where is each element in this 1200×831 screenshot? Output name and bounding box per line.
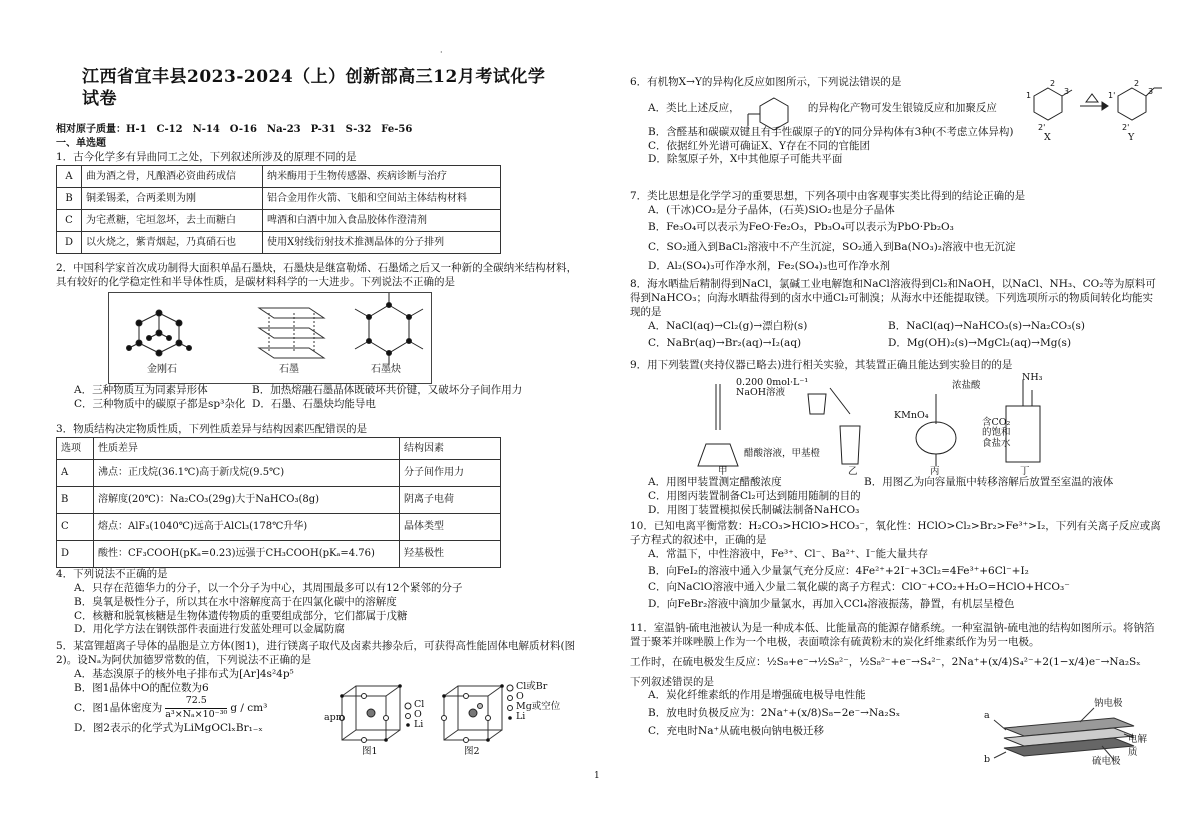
option-d: D．石墨、石墨炔均能导电 xyxy=(252,397,376,410)
table-cell: B xyxy=(57,187,82,209)
option-a: A．常温下，中性溶液中，Fe³⁺、Cl⁻、Ba²⁺、I⁻能大量共存 xyxy=(648,547,929,560)
legend-item: O xyxy=(516,690,524,702)
label-bing: 丙 xyxy=(930,466,940,477)
section-heading: 一、单选题 xyxy=(56,138,106,149)
q5-crystal-figures xyxy=(320,682,580,760)
table-cell: 啤酒和白酒中加入食品胶体作澄清剂 xyxy=(263,209,501,231)
terminal-b: b xyxy=(984,754,991,765)
table-cell: 以火烧之，紫青烟起，乃真硝石也 xyxy=(82,231,263,253)
reaction-equation: 工作时，在硫电极发生反应：½S₈+e⁻→½S₈²⁻，½S₈²⁻+e⁻→S₄²⁻，2Na⁺+(x/4)S₄²⁻+2(1−x/4)e⁻→Na₂Sₓ xyxy=(630,655,1141,668)
question-7 xyxy=(630,190,1162,274)
q9-options-row1 xyxy=(630,476,1162,490)
table-cell: A xyxy=(57,165,82,187)
option-a: A．炭化纤维素纸的作用是增强硫电极导电性能 xyxy=(648,689,866,702)
legend-fig2 xyxy=(516,682,560,722)
question-stem: 10．已知电离平衡常数：H₂CO₃>HClO>HCO₃⁻，氧化性：HClO>Cl₂>Br₂>Fe³⁺>I₂，下列有关离子反应或离子方程式的叙述中，正确的是 xyxy=(630,520,1161,546)
table-cell: 熔点：AlF₃(1040℃)远高于AlCl₃(178℃升华) xyxy=(94,513,400,540)
svg-text:2': 2' xyxy=(1038,123,1046,132)
option-c: C．充电时Na⁺从硫电极向钠电极迁移 xyxy=(648,725,825,738)
label-x: X xyxy=(1044,132,1051,143)
option-a: A．三种物质互为同素异形体 xyxy=(74,383,208,396)
question-2 xyxy=(56,262,578,411)
apm-label: apm xyxy=(324,712,345,723)
question-1 xyxy=(56,151,501,254)
table-cell: 铝合金用作火箭、飞船和空间站主体结构材料 xyxy=(263,187,501,209)
table-row xyxy=(57,486,501,513)
table-row xyxy=(57,231,501,253)
question-stem: 6．有机物X→Y的异构化反应如图所示，下列说法错误的是 xyxy=(630,76,902,88)
table-row xyxy=(57,209,501,231)
table-cell: 阴离子电荷 xyxy=(400,486,501,513)
question-4 xyxy=(56,568,578,637)
table-cell: 分子间作用力 xyxy=(400,459,501,486)
kmno4-label: KMnO₄ xyxy=(894,410,929,421)
svg-text:2: 2 xyxy=(1050,80,1056,88)
table-cell: 结构因素 xyxy=(400,437,501,459)
svg-text:1: 1 xyxy=(1026,91,1032,100)
q3-table xyxy=(56,437,501,568)
carbon-allotropes-figure xyxy=(108,292,432,384)
sodium-electrode-label: 钠电极 xyxy=(1094,698,1123,709)
svg-text:3: 3 xyxy=(1064,87,1070,96)
option-b: B．加热熔融石墨晶体既破坏共价键，又破坏分子间作用力 xyxy=(252,383,523,396)
isomerization-diagram xyxy=(1020,80,1165,136)
option-b: B．用图乙为向容量瓶中转移溶解后放置至室温的液体 xyxy=(864,476,1114,488)
table-cell: 溶解度(20℃)：Na₂CO₃(29g)大于NaHCO₃(8g) xyxy=(94,486,400,513)
figure-label: 石墨 xyxy=(279,363,299,375)
question-9 xyxy=(630,359,1162,373)
option-b: B．Fe₃O₄可以表示为FeO·Fe₂O₃，Pb₃O₄可以表示为PbO·Pb₂O₃ xyxy=(648,220,954,233)
label-yi: 乙 xyxy=(848,466,858,477)
electrolyte-label: 电解质 xyxy=(1128,734,1148,758)
question-9-options xyxy=(630,476,1162,518)
table-cell: D xyxy=(57,540,94,567)
question-stem: 2．中国科学家首次成功制得大面积单晶石墨炔，石墨炔是继富勒烯、石墨烯之后又一种新的全碳纳米结构材料，具有较好的化学稳定性和半导体性质，是碳材料科学的一大进步。下列说法不正确的是 xyxy=(56,262,578,288)
top-dot: · xyxy=(440,48,443,57)
table-cell: A xyxy=(57,459,94,486)
fig2-label: 图2 xyxy=(464,746,480,757)
option-a: A．用图甲装置测定醋酸浓度 xyxy=(648,476,782,488)
svg-text:2': 2' xyxy=(1122,123,1130,132)
option-a: A．类比上述反应， 的异构化产物可发生银镜反应和加聚反应 xyxy=(648,101,997,114)
question-10 xyxy=(630,520,1162,612)
question-stem: 4．下列说法不正确的是 xyxy=(56,568,168,580)
label-ding: 丁 xyxy=(1020,466,1030,477)
option-b: B．NaCl(aq)→NaHCO₃(s)→Na₂CO₃(s) xyxy=(888,319,1085,332)
q6-reaction-figure xyxy=(1020,80,1165,146)
option-b: B．向FeI₂的溶液中通入少量氯气充分反应：4Fe²⁺+2I⁻+3Cl₂=4Fe³⁺+6Cl⁻+I₂ xyxy=(648,564,1029,577)
naoh-solution: NaOH溶液 xyxy=(736,387,786,399)
option-a: A．(干冰)CO₂是分子晶体，(石英)SiO₂也是分子晶体 xyxy=(648,203,895,216)
table-cell: 选项 xyxy=(57,437,94,459)
figure-label: 金刚石 xyxy=(147,363,177,375)
legend-item: O xyxy=(414,708,422,720)
option-d: D．向FeBr₂溶液中滴加少量氯水，再加入CCl₄溶液振荡，静置，有机层呈橙色 xyxy=(648,598,1015,611)
table-row xyxy=(57,513,501,540)
table-cell: B xyxy=(57,486,94,513)
label-jia: 甲 xyxy=(718,466,728,477)
q9-apparatus-figure xyxy=(680,374,1100,478)
table-row xyxy=(57,459,501,486)
option-c: C．向NaClO溶液中通入少量二氧化碳的离子方程式：ClO⁻+CO₂+H₂O=HClO+HCO₃⁻ xyxy=(648,581,1070,594)
option-c-label: C．图1晶体密度为 xyxy=(74,701,163,714)
question-stem: 3．物质结构决定物质性质，下列性质差异与结构因素匹配错误的是 xyxy=(56,423,368,435)
question-8 xyxy=(630,278,1162,351)
question-stem: 7．类比思想是化学学习的重要思想，下列各项中由客观事实类比得到的结论正确的是 xyxy=(630,190,1026,202)
option-b: B．图1晶体中O的配位数为6 xyxy=(74,681,209,694)
table-row xyxy=(57,165,501,187)
density-unit: g / cm³ xyxy=(230,701,268,714)
table-cell: C xyxy=(57,513,94,540)
question-prompt: 下列叙述错误的是 xyxy=(630,675,714,688)
density-fraction xyxy=(165,695,227,721)
table-cell: D xyxy=(57,231,82,253)
sulfur-electrode-label: 硫电极 xyxy=(1092,756,1121,767)
option-b: B．含醛基和碳碳双键且有手性碳原子的Y的同分异构体有3种(不考虑立体异构) xyxy=(648,125,1014,138)
legend-item: Li xyxy=(516,710,526,722)
table-cell: 使用X射线衍射技术推测晶体的分子排列 xyxy=(263,231,501,253)
legend-item: Cl xyxy=(414,699,425,710)
option-c: C．三种物质中的碳原子都是sp³杂化 xyxy=(74,397,246,410)
nh3-label: NH₃ xyxy=(1022,372,1043,383)
option-d: D．用化学方法在钢铁部件表面进行发蓝处理可以金属防腐 xyxy=(74,623,345,636)
label-y: Y xyxy=(1128,132,1135,143)
svg-text:1': 1' xyxy=(1108,91,1116,100)
option-d: D．图2表示的化学式为LiMgOClₓBr₁₋ₓ xyxy=(74,721,263,734)
table-row xyxy=(57,187,501,209)
co2-line1: 含CO₂ xyxy=(982,417,1011,428)
table-cell: 曲为酒之骨，凡酿酒必资曲药成信 xyxy=(82,165,263,187)
option-c: C．NaBr(aq)→Br₂(aq)→I₂(aq) xyxy=(648,337,802,350)
option-a: A．基态溴原子的核外电子排布式为[Ar]4s²4p⁵ xyxy=(74,667,294,680)
question-stem: 1．古今化学多有异曲同工之处，下列叙述所涉及的原理不同的是 xyxy=(56,151,357,163)
option-a: A．只存在范德华力的分子，以一个分子为中心，其周围最多可以有12个紧邻的分子 xyxy=(74,581,463,594)
q8-options-row2 xyxy=(630,337,1162,351)
option-b: B．臭氧是极性分子，所以其在水中溶解度高于在四氯化碳中的溶解度 xyxy=(74,595,397,608)
option-d: D．用图丁装置模拟侯氏制碱法制备NaHCO₃ xyxy=(648,503,860,516)
option-c: C．依据红外光谱可确证X、Y存在不同的官能团 xyxy=(648,139,870,152)
table-header xyxy=(57,437,501,459)
co2-line2: 的饱和 xyxy=(982,427,1011,439)
q1-table xyxy=(56,165,501,254)
battery-figure xyxy=(984,698,1156,768)
terminal-a: a xyxy=(984,710,990,721)
option-a: A．NaCl(aq)→Cl₂(g)→漂白粉(s) xyxy=(648,319,808,332)
table-cell: 羟基极性 xyxy=(400,540,501,567)
table-row xyxy=(57,540,501,567)
question-stem: 9．用下列装置(夹持仪器已略去)进行相关实验，其装置正确且能达到实验目的的是 xyxy=(630,359,1013,371)
q8-options-row1 xyxy=(630,320,1162,334)
table-cell: 性质差异 xyxy=(94,437,400,459)
legend-item: Li xyxy=(414,718,424,730)
indicator-label: 醋酸溶液，甲基橙 xyxy=(744,448,821,459)
question-stem: 5．某富锂超离子导体的晶胞是立方体(图1)，进行镁离子取代及卤素共掺杂后，可获得高性能固体电解质材料(图2)。设Nₐ为阿伏加德罗常数的值，下列说法不正确的是 xyxy=(56,640,576,666)
naoh-concentration: 0.200 0mol·L⁻¹ xyxy=(736,377,809,388)
svg-text:2: 2 xyxy=(1134,80,1140,88)
co2-line3: 食盐水 xyxy=(982,437,1011,449)
q2-options-row2 xyxy=(56,398,578,412)
figure-label: 石墨炔 xyxy=(371,363,401,375)
table-cell: 沸点：正戊烷(36.1℃)高于新戊烷(9.5℃) xyxy=(94,459,400,486)
table-cell: 铜柔锡柔，合两柔则为刚 xyxy=(82,187,263,209)
co2-solution-label xyxy=(982,418,1011,449)
question-stem: 11．室温钠-硫电池被认为是一种成本低、比能量高的能源存储系统。一种室温钠-硫电池的结构如图所示。将钠箔置于聚苯并咪唑膜上作为一个电极，表面喷涂有硫黄粉末的炭化纤维素纸作为另一电极。 xyxy=(630,622,1155,648)
atomic-masses: 相对原子质量：H-1 C-12 N-14 O-16 Na-23 P-31 S-32 Fe-56 xyxy=(56,124,413,135)
table-cell: C xyxy=(57,209,82,231)
option-c: C．核糖和脱氧核糖是生物体遗传物质的重要组成部分，它们都属于戊糖 xyxy=(74,609,408,622)
option-d: D．Mg(OH)₂(s)→MgCl₂(aq)→Mg(s) xyxy=(888,337,1072,350)
hcl-label: 浓盐酸 xyxy=(952,380,981,391)
option-b: B．放电时负极反应为：2Na⁺+(x/8)S₈−2e⁻→Na₂Sₓ xyxy=(648,707,901,720)
q2-options-row1 xyxy=(56,384,578,398)
table-cell: 为宅煮糖，宅垣忽坏，去土而糖白 xyxy=(82,209,263,231)
q6-inline-molecule xyxy=(744,92,804,132)
question-3 xyxy=(56,423,501,568)
table-cell: 晶体类型 xyxy=(400,513,501,540)
page-number: 1 xyxy=(594,771,600,781)
table-cell: 酸性：CF₃COOH(pKₐ=0.23)远强于CH₃COOH(pKₐ=4.76) xyxy=(94,540,400,567)
svg-text:3: 3 xyxy=(1148,87,1154,96)
fig1-label: 图1 xyxy=(362,746,378,757)
legend-fig1 xyxy=(414,700,424,730)
option-c: C．SO₂通入到BaCl₂溶液中不产生沉淀，SO₂通入到Ba(NO₃)₂溶液中也无沉淀 xyxy=(648,240,1016,253)
option-d: D．Al₂(SO₄)₃可作净水剂，Fe₂(SO₄)₃也可作净水剂 xyxy=(648,260,891,273)
fraction-denominator: a³×Nₐ×10⁻³⁰ xyxy=(165,708,228,720)
legend-item: Mg或空位 xyxy=(516,700,561,712)
option-d: D．除氢原子外，X中其他原子可能共平面 xyxy=(648,153,843,166)
fraction-numerator: 72.5 xyxy=(185,695,207,707)
table-cell: 纳米酶用于生物传感器、疾病诊断与治疗 xyxy=(263,165,501,187)
option-c: C．用图丙装置制备Cl₂可达到随用随制的目的 xyxy=(648,489,861,502)
legend-item: Cl或Br xyxy=(516,681,548,692)
exam-title: 江西省宜丰县2023-2024（上）创新部高三12月考试化学试卷 xyxy=(82,67,546,110)
naoh-label xyxy=(736,378,808,399)
question-6 xyxy=(630,76,1030,167)
question-stem: 8．海水晒盐后精制得到NaCl，氯碱工业电解饱和NaCl溶液得到Cl₂和NaOH，以NaCl、NH₃、CO₂等为原料可得到NaHCO₃；向海水晒盐得到的卤水中通Cl₂可制溴；从海水中还能提取镁。下列选项所示的物质间转化均能实现的是 xyxy=(630,278,1156,318)
